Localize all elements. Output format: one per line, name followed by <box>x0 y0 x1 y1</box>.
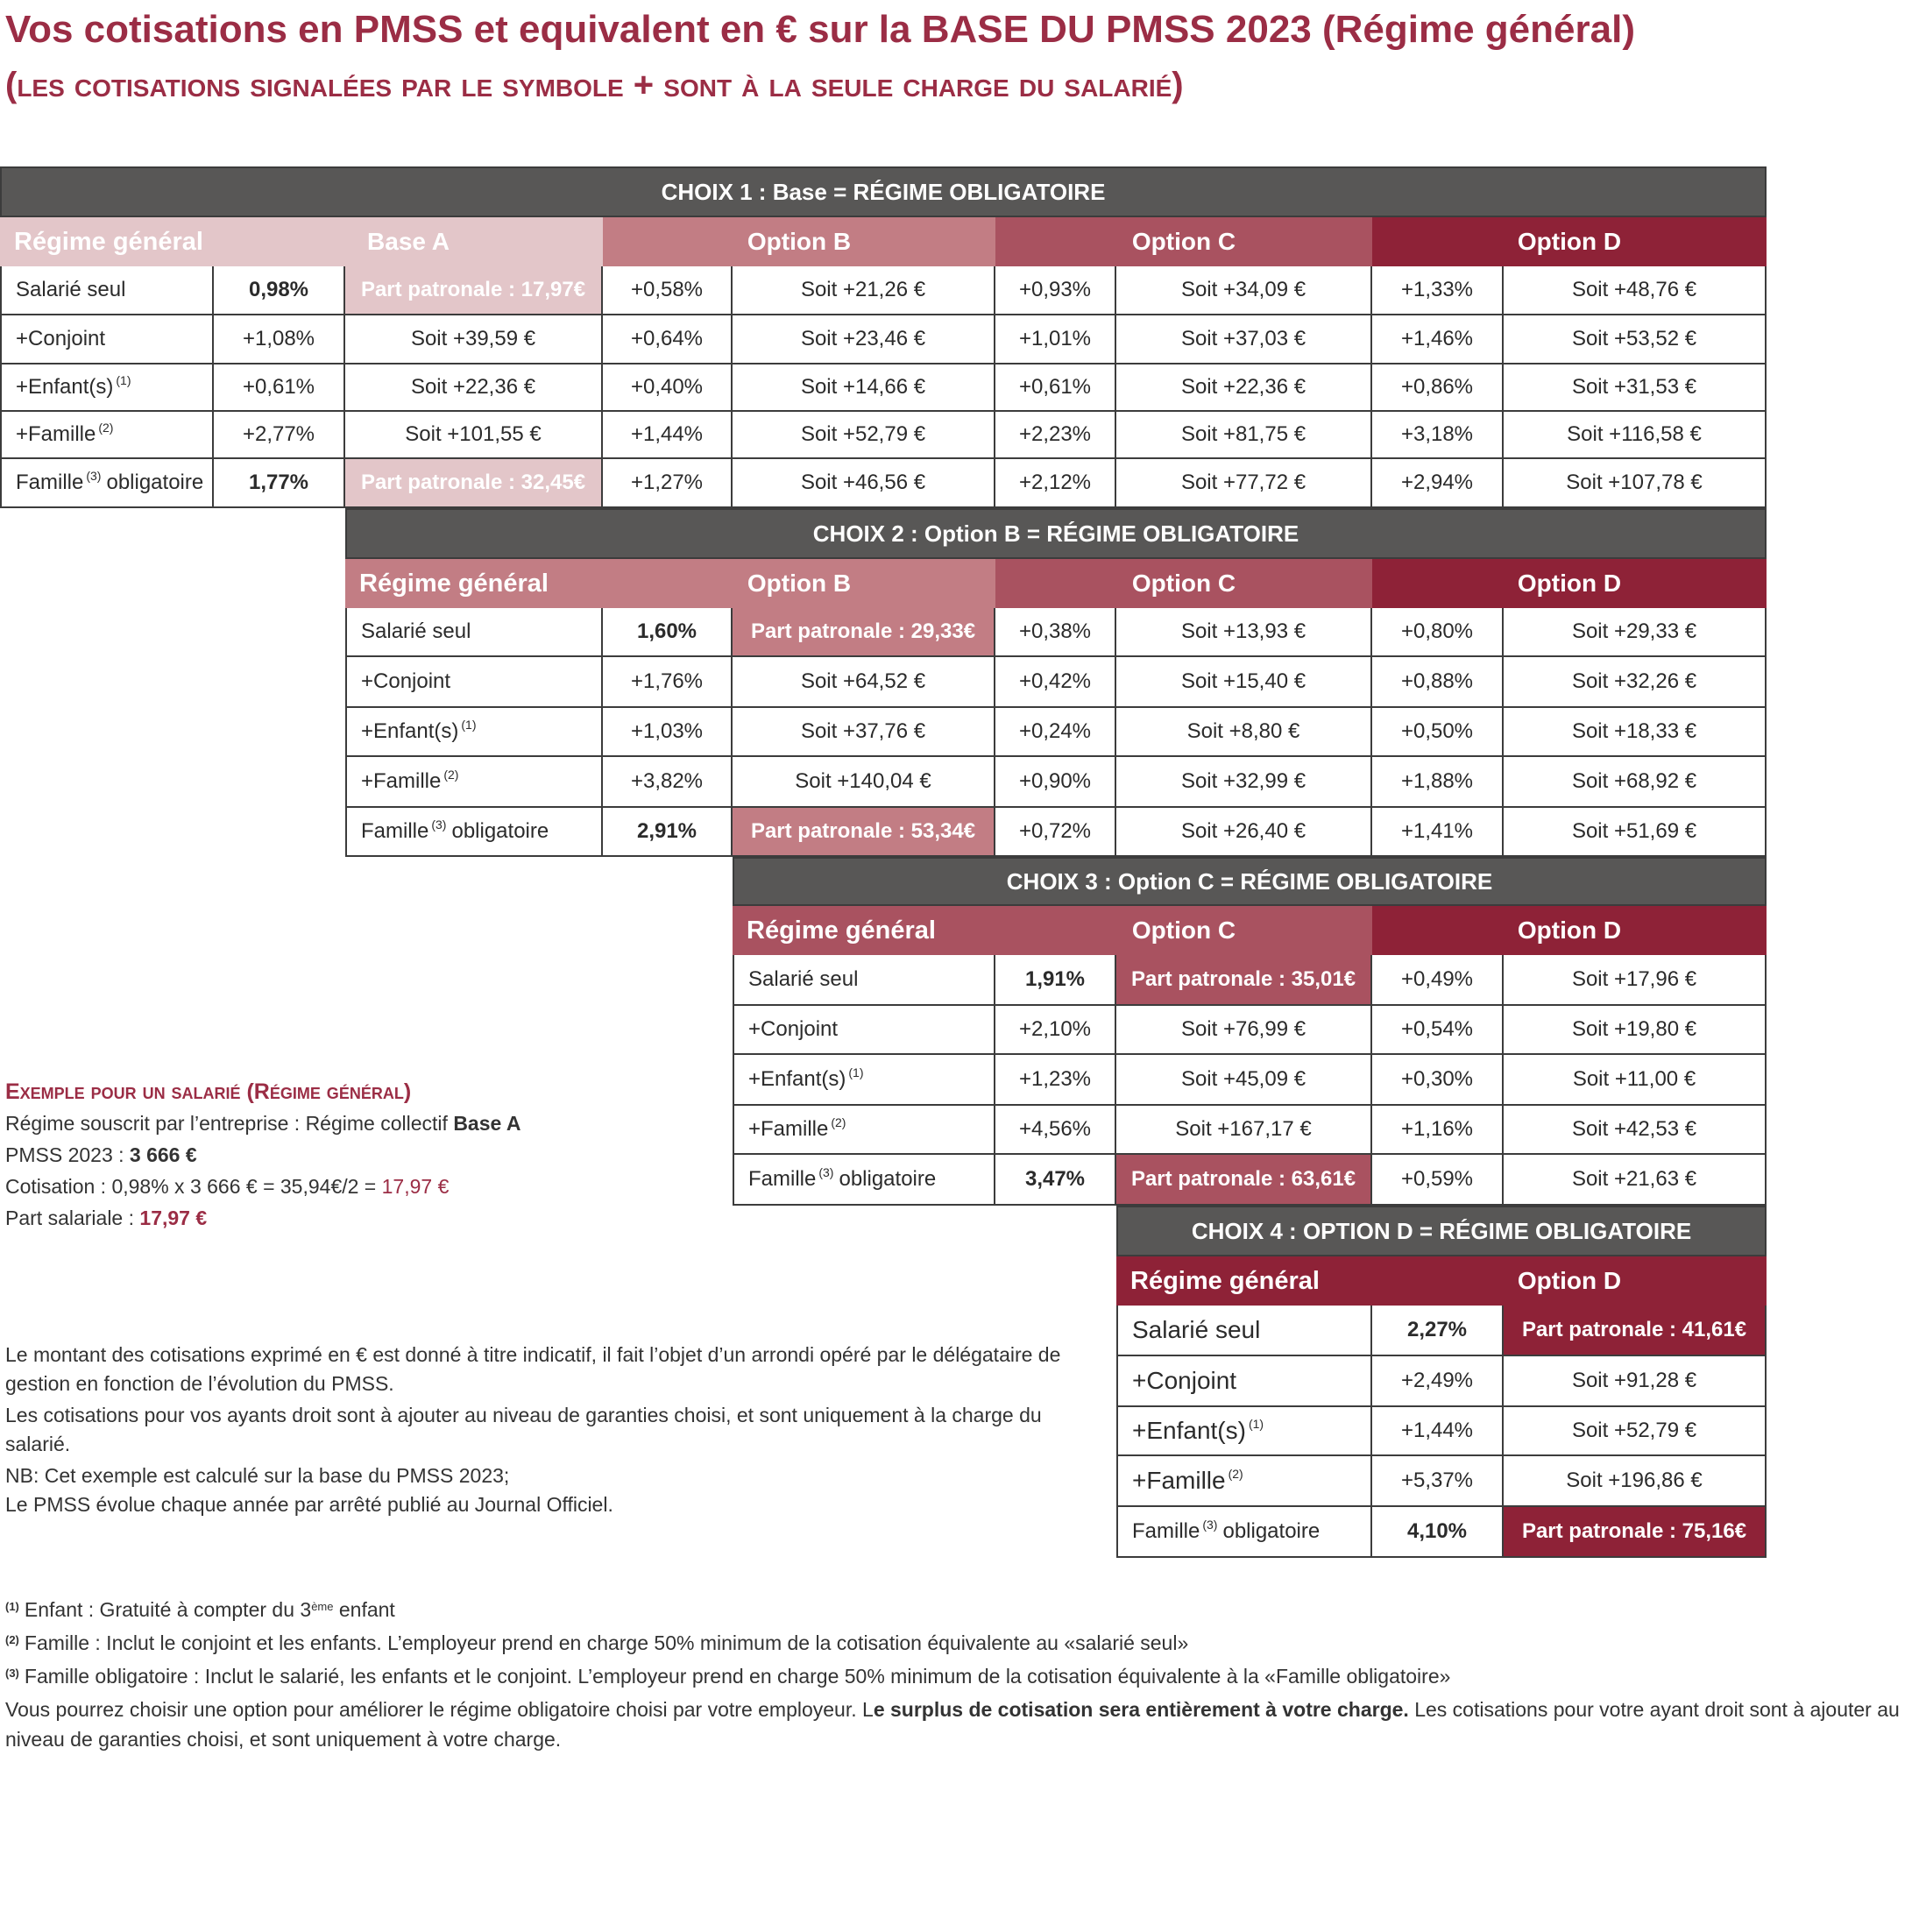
choix3-row3-label: +Enfant(s) $^{(1)}$ <box>733 1055 995 1106</box>
choix1-row5-amount-c: Soit +77,72 € <box>1116 459 1372 508</box>
choix3-row2-amount-d: Soit +19,80 € <box>1504 1006 1767 1055</box>
choix2-col-option-d: Option D <box>1372 559 1767 608</box>
choix4-row2-amount-d: Soit +91,28 € <box>1504 1356 1767 1407</box>
choix2-row5-amount-c: Soit +26,40 € <box>1116 808 1372 857</box>
choix1-row3-amount-b: Soit +14,66 € <box>733 364 995 412</box>
choix2-header: CHOIX 2 : Option B = RÉGIME OBLIGATOIRE <box>345 508 1767 559</box>
choix3-row4-amount-d: Soit +42,53 € <box>1504 1106 1767 1155</box>
choix3-row2-rate-d: +0,54% <box>1372 1006 1504 1055</box>
choix3-row4-amount-c: Soit +167,17 € <box>1116 1106 1372 1155</box>
choix1-row1-rate-b: +0,58% <box>603 266 733 315</box>
choix1-row5-rate-d: +2,94% <box>1372 459 1504 508</box>
page-title: Vos cotisations en PMSS et equivalent en € sur la BASE DU PMSS 2023 (Régime général) <box>5 8 1635 51</box>
choix1-row1-amount-c: Soit +34,09 € <box>1116 266 1372 315</box>
choix2-row4-rate-c: +0,90% <box>995 757 1116 808</box>
choix2-col-regime: Régime général <box>345 559 603 608</box>
choix4-row5-rate-d: 4,10% <box>1372 1507 1504 1558</box>
choix1-row2-rate-b: +0,64% <box>603 315 733 364</box>
choix1-row3-label: +Enfant(s) $^{(1)}$ <box>0 364 214 412</box>
choix1-col-option-d: Option D <box>1372 217 1767 266</box>
choix3-row4-rate-d: +1,16% <box>1372 1106 1504 1155</box>
choix3-row1-amount-d: Soit +17,96 € <box>1504 955 1767 1006</box>
choix4-row3-label: +Enfant(s) $^{(1)}$ <box>1116 1407 1372 1456</box>
choix1-row4-rate-c: +2,23% <box>995 412 1116 459</box>
choix3-col-regime: Régime général <box>733 906 995 955</box>
choix2-row3-label: +Enfant(s) $^{(1)}$ <box>345 708 603 757</box>
choix3-col-option-c: Option C <box>995 906 1372 955</box>
choix2-row5-label: Famille $^{(3)}$ obligatoire <box>345 808 603 857</box>
choix2-row5-rate-b: 2,91% <box>603 808 733 857</box>
choix2-row2-rate-d: +0,88% <box>1372 657 1504 708</box>
choix4-row2-label: +Conjoint <box>1116 1356 1372 1407</box>
choix2-row1-part-patronale: Part patronale : 29,33€ <box>733 608 995 657</box>
choix1-row4-rate-d: +3,18% <box>1372 412 1504 459</box>
choix2-row3-rate-b: +1,03% <box>603 708 733 757</box>
example-line-pmss: PMSS 2023 : 3 666 € <box>5 1143 197 1166</box>
note-indicatif: Le montant des cotisations exprimé en € est donné à titre indicatif, il fait l’objet d’un arrondi opéré par le délégataire de gestion en fonction de l’évolution du PMSS. <box>5 1343 1061 1395</box>
choix2-row3-amount-d: Soit +18,33 € <box>1504 708 1767 757</box>
choix1-row1-amount-d: Soit +48,76 € <box>1504 266 1767 315</box>
choix1-row3-rate-a: +0,61% <box>214 364 345 412</box>
choix2-row4-rate-d: +1,88% <box>1372 757 1504 808</box>
choix1-row5-amount-d: Soit +107,78 € <box>1504 459 1767 508</box>
choix3-row5-rate-d: +0,59% <box>1372 1155 1504 1206</box>
choix1-row5-label: Famille $^{(3)}$ obligatoire <box>0 459 214 508</box>
choix2-row1-rate-c: +0,38% <box>995 608 1116 657</box>
choix4-row2-rate-d: +2,49% <box>1372 1356 1504 1407</box>
choix4-row1-rate-d: 2,27% <box>1372 1306 1504 1356</box>
choix1-row3-amount-d: Soit +31,53 € <box>1504 364 1767 412</box>
choix1-row1-label: Salarié seul <box>0 266 214 315</box>
choix3-row3-rate-d: +0,30% <box>1372 1055 1504 1106</box>
notes-block <box>5 1341 1092 1519</box>
note-nb: NB: Cet exemple est calculé sur la base du PMSS 2023; Le PMSS évolue chaque année par arrêté publié au Journal Officiel. <box>5 1464 613 1516</box>
choix1-row3-rate-c: +0,61% <box>995 364 1116 412</box>
footnote-1: $^{(1)}$ Enfant : Gratuité à compter du 3ème enfant <box>5 1598 395 1621</box>
choix2-row4-amount-d: Soit +68,92 € <box>1504 757 1767 808</box>
choix1-row2-amount-b: Soit +23,46 € <box>733 315 995 364</box>
choix3-row5-amount-d: Soit +21,63 € <box>1504 1155 1767 1206</box>
choix3-row4-rate-c: +4,56% <box>995 1106 1116 1155</box>
choix2-row1-label: Salarié seul <box>345 608 603 657</box>
choix2-row5-part-patronale: Part patronale : 53,34€ <box>733 808 995 857</box>
choix3-row3-amount-d: Soit +11,00 € <box>1504 1055 1767 1106</box>
choix2-row3-amount-b: Soit +37,76 € <box>733 708 995 757</box>
footnote-3: $^{(3)}$ Famille obligatoire : Inclut le salarié, les enfants et le conjoint. L’employeur prend en charge 50% minimum de la cotisation équivalente à la «Famille obligatoire» <box>5 1665 1451 1688</box>
choix1-row3-rate-b: +0,40% <box>603 364 733 412</box>
choix1-row4-rate-b: +1,44% <box>603 412 733 459</box>
choix4-row4-amount-d: Soit +196,86 € <box>1504 1456 1767 1507</box>
choix1-row2-rate-d: +1,46% <box>1372 315 1504 364</box>
choix2-row1-amount-c: Soit +13,93 € <box>1116 608 1372 657</box>
footnote-2: $^{(2)}$ Famille : Inclut le conjoint et les enfants. L’employeur prend en charge 50% minimum de la cotisation équivalente au «salarié seul» <box>5 1631 1189 1654</box>
choix2-row1-rate-d: +0,80% <box>1372 608 1504 657</box>
choix1-row1-amount-b: Soit +21,26 € <box>733 266 995 315</box>
example-line-part-salariale: Part salariale : 17,97 € <box>5 1207 208 1229</box>
choix1-row3-rate-d: +0,86% <box>1372 364 1504 412</box>
example-line-regime: Régime souscrit par l’entreprise : Régime collectif Base A <box>5 1112 521 1135</box>
choix4-row5-label: Famille $^{(3)}$ obligatoire <box>1116 1507 1372 1558</box>
choix3-row2-amount-c: Soit +76,99 € <box>1116 1006 1372 1055</box>
choix2-row2-amount-b: Soit +64,52 € <box>733 657 995 708</box>
choix2-row4-amount-b: Soit +140,04 € <box>733 757 995 808</box>
choix1-row3-amount-c: Soit +22,36 € <box>1116 364 1372 412</box>
choix3-header: CHOIX 3 : Option C = RÉGIME OBLIGATOIRE <box>733 857 1767 906</box>
choix1-row5-amount-b: Soit +46,56 € <box>733 459 995 508</box>
choix2-row1-amount-d: Soit +29,33 € <box>1504 608 1767 657</box>
choix3-row3-rate-c: +1,23% <box>995 1055 1116 1106</box>
choix1-header: CHOIX 1 : Base = RÉGIME OBLIGATOIRE <box>0 166 1767 217</box>
choix1-row5-rate-b: +1,27% <box>603 459 733 508</box>
note-ayants-droit: Les cotisations pour vos ayants droit sont à ajouter au niveau de garanties choisi, et sont uniquement à la charge du salarié. <box>5 1404 1042 1455</box>
example-heading: Exemple pour un salarié (Régime général) <box>5 1079 412 1104</box>
choix2-col-option-b: Option B <box>603 559 995 608</box>
choix1-row2-amount-c: Soit +37,03 € <box>1116 315 1372 364</box>
choix2-row2-rate-c: +0,42% <box>995 657 1116 708</box>
choix2-col-option-c: Option C <box>995 559 1372 608</box>
choix4-row3-rate-d: +1,44% <box>1372 1407 1504 1456</box>
choix1-row1-part-patronale: Part patronale : 17,97€ <box>345 266 603 315</box>
choix1-row2-amount-d: Soit +53,52 € <box>1504 315 1767 364</box>
footnotes <box>5 1595 1915 1754</box>
choix3-row2-rate-c: +2,10% <box>995 1006 1116 1055</box>
choix2-row4-amount-c: Soit +32,99 € <box>1116 757 1372 808</box>
choix2-row4-label: +Famille $^{(2)}$ <box>345 757 603 808</box>
choix3-row1-rate-d: +0,49% <box>1372 955 1504 1006</box>
footnote-option-text: Vous pourrez choisir une option pour améliorer le régime obligatoire choisi par votre employeur. Le surplus de cotisation sera entièrement à votre charge. Les cotisations pour votre ayant droit sont à ajouter au niveau de garanties choisi, et sont uniquement à votre charge. <box>5 1698 1900 1751</box>
choix2-row3-rate-d: +0,50% <box>1372 708 1504 757</box>
choix3-row2-label: +Conjoint <box>733 1006 995 1055</box>
choix2-row5-rate-d: +1,41% <box>1372 808 1504 857</box>
choix1-row4-rate-a: +2,77% <box>214 412 345 459</box>
choix4-row4-label: +Famille $^{(2)}$ <box>1116 1456 1372 1507</box>
choix1-row1-rate-a: 0,98% <box>214 266 345 315</box>
choix1-row4-amount-b: Soit +52,79 € <box>733 412 995 459</box>
choix1-row2-rate-c: +1,01% <box>995 315 1116 364</box>
choix2-row5-amount-d: Soit +51,69 € <box>1504 808 1767 857</box>
choix4-header: CHOIX 4 : OPTION D = RÉGIME OBLIGATOIRE <box>1116 1206 1767 1256</box>
choix2-row2-amount-c: Soit +15,40 € <box>1116 657 1372 708</box>
choix1-row5-part-patronale: Part patronale : 32,45€ <box>345 459 603 508</box>
choix3-row5-part-patronale: Part patronale : 63,61€ <box>1116 1155 1372 1206</box>
choix3-col-option-d: Option D <box>1372 906 1767 955</box>
example-block <box>5 1076 724 1234</box>
choix2-row5-rate-c: +0,72% <box>995 808 1116 857</box>
choix1-row1-rate-d: +1,33% <box>1372 266 1504 315</box>
choix1-col-base-a: Base A <box>214 217 603 266</box>
choix1-row4-amount-c: Soit +81,75 € <box>1116 412 1372 459</box>
choix1-col-option-c: Option C <box>995 217 1372 266</box>
choix1-row5-rate-a: 1,77% <box>214 459 345 508</box>
choix3-row1-part-patronale: Part patronale : 35,01€ <box>1116 955 1372 1006</box>
choix4-row5-part-patronale: Part patronale : 75,16€ <box>1504 1507 1767 1558</box>
choix1-row2-rate-a: +1,08% <box>214 315 345 364</box>
choix3-row1-label: Salarié seul <box>733 955 995 1006</box>
choix1-row2-amount-a: Soit +39,59 € <box>345 315 603 364</box>
choix2-row1-rate-b: 1,60% <box>603 608 733 657</box>
choix3-row5-label: Famille $^{(3)}$ obligatoire <box>733 1155 995 1206</box>
page-subtitle: (les cotisations signalées par le symbole + sont à la seule charge du salarié) <box>5 66 1184 104</box>
choix1-col-regime: Régime général <box>0 217 214 266</box>
choix3-row3-amount-c: Soit +45,09 € <box>1116 1055 1372 1106</box>
choix1-col-option-b: Option B <box>603 217 995 266</box>
choix2-row4-rate-b: +3,82% <box>603 757 733 808</box>
choix4-row1-label: Salarié seul <box>1116 1306 1372 1356</box>
choix1-row1-rate-c: +0,93% <box>995 266 1116 315</box>
choix4-col-regime: Régime général <box>1116 1256 1372 1306</box>
choix2-row2-rate-b: +1,76% <box>603 657 733 708</box>
choix1-row4-amount-a: Soit +101,55 € <box>345 412 603 459</box>
choix2-row3-amount-c: Soit +8,80 € <box>1116 708 1372 757</box>
choix4-row1-part-patronale: Part patronale : 41,61€ <box>1504 1306 1767 1356</box>
choix3-row1-rate-c: 1,91% <box>995 955 1116 1006</box>
example-line-cotisation: Cotisation : 0,98% x 3 666 € = 35,94€/2 = 17,97 € <box>5 1175 450 1198</box>
choix3-row4-label: +Famille $^{(2)}$ <box>733 1106 995 1155</box>
choix2-row3-rate-c: +0,24% <box>995 708 1116 757</box>
choix1-row5-rate-c: +2,12% <box>995 459 1116 508</box>
choix2-row2-label: +Conjoint <box>345 657 603 708</box>
choix4-col-option-d: Option D <box>1372 1256 1767 1306</box>
choix2-row2-amount-d: Soit +32,26 € <box>1504 657 1767 708</box>
choix1-row3-amount-a: Soit +22,36 € <box>345 364 603 412</box>
choix4-row4-rate-d: +5,37% <box>1372 1456 1504 1507</box>
choix3-row5-rate-c: 3,47% <box>995 1155 1116 1206</box>
choix1-row4-amount-d: Soit +116,58 € <box>1504 412 1767 459</box>
choix4-row3-amount-d: Soit +52,79 € <box>1504 1407 1767 1456</box>
choix1-row4-label: +Famille $^{(2)}$ <box>0 412 214 459</box>
choix1-row2-label: +Conjoint <box>0 315 214 364</box>
